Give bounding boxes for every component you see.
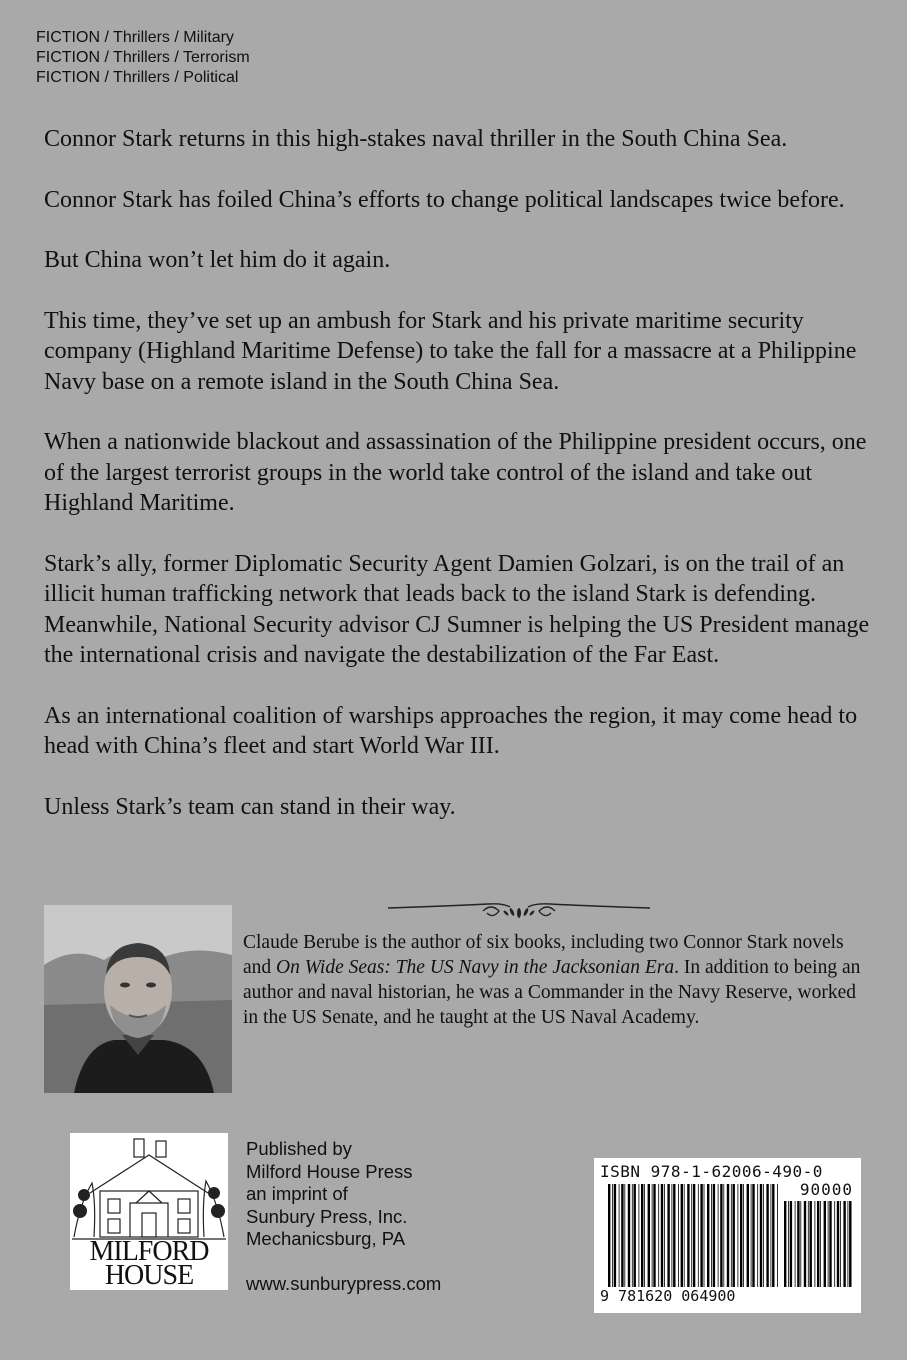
book-blurb xyxy=(44,124,874,852)
milford-house-logo xyxy=(70,1133,228,1290)
publisher-url: www.sunburypress.com xyxy=(246,1273,442,1294)
blurb-paragraph: Connor Stark returns in this high-stakes naval thriller in the South China Sea. xyxy=(44,126,788,152)
publisher-info xyxy=(246,1138,413,1251)
category-list xyxy=(36,28,250,88)
category-line: FICTION / Thrillers / Political xyxy=(36,69,239,86)
blurb-paragraph: Stark’s ally, former Diplomatic Security Agent Damien Golzari, is on the trail of an illicit human trafficking network that leads back to the island Stark is defending. Meanwhile, National Security advisor CJ Sumner is helping the US President manage the international crisis and navigate the destabilization of the Far East. xyxy=(44,550,870,668)
isbn-label: ISBN 978-1-62006-490-0 xyxy=(600,1162,823,1181)
isbn-barcode xyxy=(594,1158,861,1313)
logo-text-milford: MILFORD xyxy=(89,1236,209,1267)
price-code: 90000 xyxy=(799,1180,853,1199)
barcode-addon-bars xyxy=(784,1201,852,1287)
publisher-line: Milford House Press xyxy=(246,1160,413,1182)
bio-book-title: On Wide Seas: The US Navy in the Jacksonian Era xyxy=(276,957,675,978)
bio-text: Claude Berube is the author of six books, including two Connor Stark novels and xyxy=(243,932,844,978)
ean-digits: 9 781620 064900 xyxy=(600,1287,736,1305)
category-line: FICTION / Thrillers / Military xyxy=(36,29,234,46)
publisher-line: an imprint of xyxy=(246,1183,348,1204)
blurb-paragraph: Unless Stark’s team can stand in their way. xyxy=(44,793,456,820)
category-line: FICTION / Thrillers / Terrorism xyxy=(36,49,250,66)
ornament-divider xyxy=(388,893,650,923)
bio-text: . In addition to being an author and naval historian, he was a Commander in the Navy Reserve, worked in the US Senate, and he taught at the US Naval Academy. xyxy=(243,957,861,1028)
publisher-line: Mechanicsburg, PA xyxy=(246,1228,406,1249)
publisher-line: Published by xyxy=(246,1138,352,1159)
blurb-paragraph: As an international coalition of warships approaches the region, it may come head to head with China’s fleet and start World War III. xyxy=(44,702,858,759)
blurb-paragraph: But China won’t let him do it again. xyxy=(44,247,391,273)
barcode-bars xyxy=(608,1184,778,1287)
blurb-paragraph: Connor Stark has foiled China’s efforts to change political landscapes twice before. xyxy=(44,186,845,213)
publisher-line: Sunbury Press, Inc. xyxy=(246,1205,408,1227)
author-bio xyxy=(243,930,873,1030)
author-photo xyxy=(44,905,232,1093)
logo-text-house: HOUSE xyxy=(104,1260,194,1291)
blurb-paragraph: This time, they’ve set up an ambush for Stark and his private maritime security company (Highland Maritime Defense) to take the fall for a massacre at a Philippine Navy base on a remote island in the South China Sea. xyxy=(44,307,857,395)
blurb-paragraph: When a nationwide blackout and assassination of the Philippine president occurs, one of the largest terrorist groups in the world take control of the island and take out Highland Maritime. xyxy=(44,429,867,516)
